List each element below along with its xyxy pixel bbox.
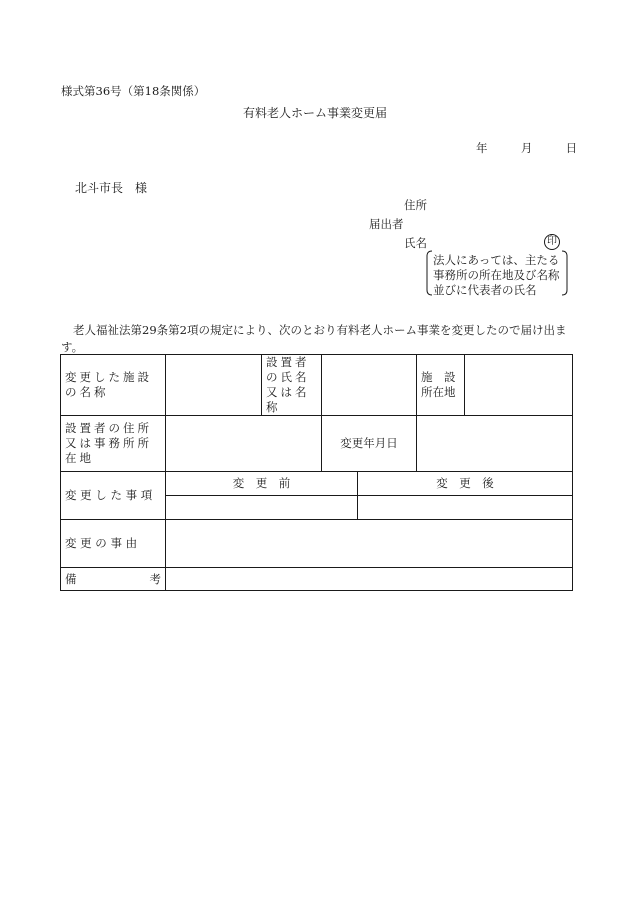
after-label: 変 更 後 xyxy=(358,472,573,496)
after-value[interactable] xyxy=(358,496,573,520)
date-year-label: 年 xyxy=(476,141,488,155)
change-form-table xyxy=(60,354,573,591)
reason-value[interactable] xyxy=(166,520,573,568)
filer-label: 届出者 xyxy=(369,217,404,231)
remarks-label-char-1: 備 xyxy=(65,571,77,586)
note-line-1: 法人にあっては、主たる xyxy=(433,253,560,267)
remarks-value[interactable] xyxy=(166,568,573,591)
founder-address-label: 設置者の住所又は事務所所在地 xyxy=(61,416,166,472)
remarks-label xyxy=(61,568,166,591)
facility-name-label: 変更した施設の名称 xyxy=(61,355,166,416)
corporate-note xyxy=(426,250,568,296)
before-label: 変 更 前 xyxy=(166,472,358,496)
change-date-value[interactable] xyxy=(417,416,573,472)
facility-name-value[interactable] xyxy=(166,355,262,416)
name-label: 氏名 xyxy=(404,236,427,250)
note-line-2: 事務所の所在地及び名称 xyxy=(433,268,560,282)
founder-address-value[interactable] xyxy=(166,416,322,472)
founder-name-value[interactable] xyxy=(322,355,417,416)
facility-location-label: 施 設所在地 xyxy=(417,355,465,416)
changed-items-label: 変 更 し た 事 項 xyxy=(61,472,166,520)
date-line xyxy=(476,143,577,155)
addressee: 北斗市長 様 xyxy=(75,181,148,195)
founder-name-label: 設置者の氏名又は名称 xyxy=(262,355,322,416)
before-value[interactable] xyxy=(166,496,358,520)
seal-mark: 印 xyxy=(544,234,560,250)
remarks-label-char-2: 考 xyxy=(149,571,161,586)
date-day-label: 日 xyxy=(565,141,578,155)
address-label: 住所 xyxy=(404,198,427,212)
body-text: 老人福祉法第29条第2項の規定により、次のとおり有料老人ホーム事業を変更したので届け出ます。 xyxy=(61,323,567,354)
change-date-label: 変更年月日 xyxy=(322,416,417,472)
note-line-3: 並びに代表者の氏名 xyxy=(433,283,537,297)
document-title: 有料老人ホーム事業変更届 xyxy=(242,106,387,120)
date-month-label: 月 xyxy=(520,141,533,155)
reason-label: 変 更 の 事 由 xyxy=(61,520,166,568)
facility-location-value[interactable] xyxy=(465,355,573,416)
form-number: 様式第36号（第18条関係） xyxy=(61,84,206,98)
